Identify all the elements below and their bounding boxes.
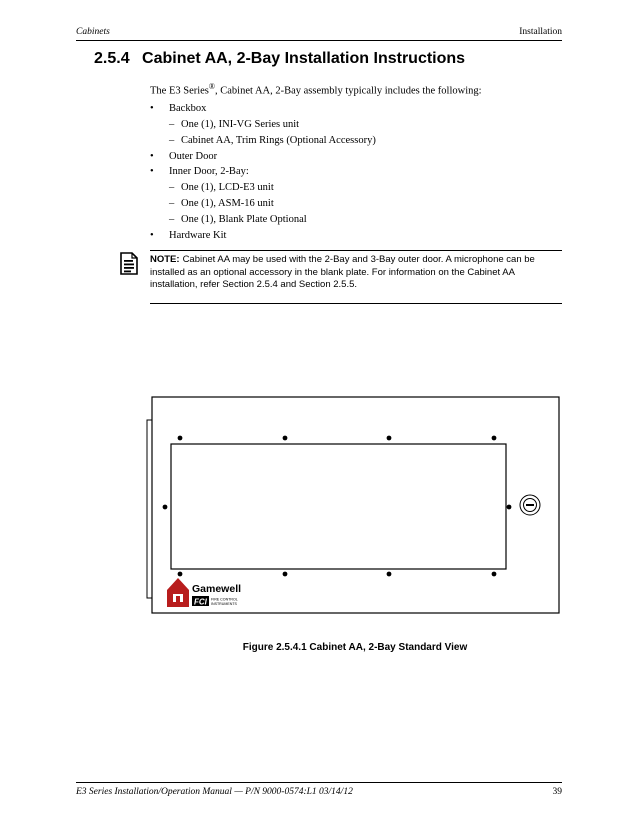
running-header-left: Cabinets — [76, 27, 110, 37]
footer-rule — [76, 782, 562, 783]
list-item-outer-door: • Outer Door — [150, 149, 560, 165]
intro-before: The E3 Series — [150, 85, 209, 97]
list-subitem: – Cabinet AA, Trim Rings (Optional Accessory) — [150, 133, 560, 149]
page-number: 39 — [552, 787, 562, 797]
list-item-hardware: • Hardware Kit — [150, 228, 560, 244]
logo-sub2-text: INSTRUMENTS — [211, 602, 237, 606]
intro-after: , Cabinet AA, 2-Bay assembly typically includes the following: — [214, 85, 482, 97]
registered-mark: ® — [208, 82, 215, 91]
running-footer-left: E3 Series Installation/Operation Manual — P/N 9000-0574:L1 03/14/12 — [76, 787, 353, 797]
note-label: NOTE: — [150, 254, 180, 265]
list-item-backbox: • Backbox — [150, 101, 560, 117]
door-lock-icon — [520, 495, 540, 515]
list-subitem: – One (1), Blank Plate Optional — [150, 212, 560, 228]
cabinet-window — [171, 444, 506, 569]
logo-fci-text: FCI — [194, 597, 207, 607]
section-title: Cabinet AA, 2-Bay Installation Instructions — [142, 50, 466, 67]
list-item-inner-door: • Inner Door, 2-Bay: — [150, 164, 560, 180]
list-subitem: – One (1), LCD-E3 unit — [150, 180, 560, 196]
list-subitem: – One (1), INI-VG Series unit — [150, 117, 560, 133]
logo-sub1-text: FIRE CONTROL — [211, 597, 238, 602]
figure-caption: Figure 2.5.4.1 Cabinet AA, 2-Bay Standard View — [242, 642, 468, 653]
gamewell-logo — [167, 578, 241, 607]
running-header-right: Installation — [519, 27, 562, 37]
list-subitem: – One (1), ASM-16 unit — [150, 196, 560, 212]
logo-gamewell-text: Gamewell — [192, 583, 242, 595]
note-body: Cabinet AA may be used with the 2-Bay and 3-Bay outer door. A microphone can be installed as an optional accessory in the blank plate. For information on the Cabinet AA installation, refer Section 2.5.4 and Section 2.5.5. — [150, 254, 535, 290]
section-number: 2.5.4 — [94, 50, 130, 67]
